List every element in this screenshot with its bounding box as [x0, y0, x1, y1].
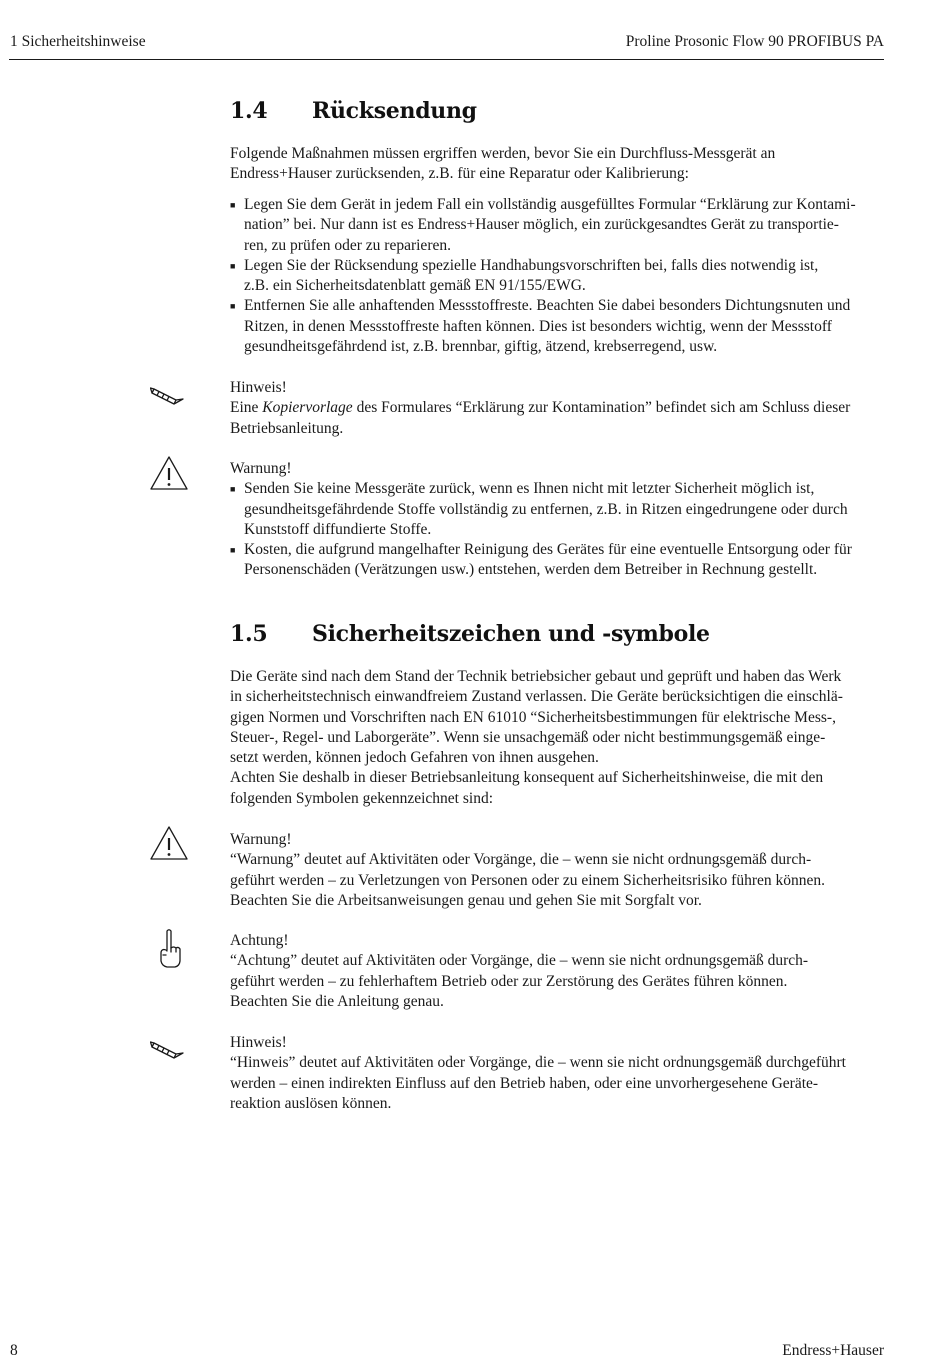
symbol-warning-block — [230, 830, 886, 911]
paragraph-line: Betriebsanleitung. — [230, 419, 344, 437]
paragraph-line: Achten Sie deshalb in dieser Betriebsanleitung konsequent auf Sicherheitshinweise, die mit den — [230, 769, 824, 787]
list-item-line: nation” bei. Nur dann ist es Endress+Hauser möglich, ein zurückgesandtes Gerät zu transportie- — [244, 216, 839, 234]
list-item-line: ren, zu prüfen oder zu reparieren. — [244, 236, 451, 254]
footer-brand: Endress+Hauser — [782, 1342, 884, 1359]
caution-title: Achtung! — [230, 932, 289, 949]
warning-title: Warnung! — [230, 460, 292, 477]
paragraph-line: gigen Normen und Vorschriften nach EN 61010 “Sicherheitsbestimmungen für elektrische Mess-, — [230, 708, 836, 726]
list-item-line: gesundheitsgefährdend ist, z.B. brennbar, giftig, ätzend, krebserregend, usw. — [244, 338, 718, 356]
list-item — [230, 479, 886, 540]
note-title: Hinweis! — [230, 379, 287, 396]
paragraph-line: Endress+Hauser zurücksenden, z.B. für eine Reparatur oder Kalibrierung: — [230, 165, 689, 183]
paragraph-line: Beachten Sie die Anleitung genau. — [230, 992, 444, 1010]
paragraph-line: Die Geräte sind nach dem Stand der Technik betriebsicher gebaut und geprüft und haben das Werk — [230, 668, 842, 685]
warning-triangle-icon — [149, 825, 189, 861]
header-divider — [9, 59, 884, 60]
symbol-note-block — [230, 1033, 886, 1114]
list-item — [230, 296, 886, 357]
raised-finger-hand-icon — [158, 928, 182, 970]
symbols-intro — [230, 667, 886, 809]
list-item-line: Kunststoff diffundierte Stoffe. — [244, 520, 432, 538]
paragraph-line: in sicherheitstechnisch einwandfreiem Zustand verlassen. Die Geräte berücksichtigen die einschlä- — [230, 688, 843, 706]
returns-note — [230, 378, 886, 439]
paragraph-line: setzt werden, können jedoch Gefahren von ihnen ausgehen. — [230, 749, 599, 767]
pencil-icon — [150, 1037, 186, 1059]
returns-warning — [230, 459, 886, 581]
text-run-italic: Kopiervorlage — [262, 399, 353, 417]
pencil-icon — [150, 383, 186, 405]
paragraph-line: “Hinweis” deutet auf Aktivitäten oder Vorgänge, die – wenn sie nicht ordnungsgemäß durchgeführt — [230, 1054, 846, 1072]
text-run: Eine — [230, 399, 263, 417]
warning-triangle-icon — [149, 455, 189, 491]
list-item — [230, 256, 886, 297]
list-item-line: gesundheitsgefährdende Stoffe vollständig zu entfernen, z.B. in Ritzen eingedrungene oder durch — [244, 500, 848, 518]
paragraph-line: geführt werden – zu fehlerhaftem Betrieb oder zur Zerstörung des Gerätes führen können. — [230, 972, 788, 990]
paragraph-line: “Warnung” deutet auf Aktivitäten oder Vorgänge, die – wenn sie nicht ordnungsgemäß durch- — [230, 851, 812, 869]
paragraph-line: reaktion auslösen können. — [230, 1094, 392, 1112]
section-heading-1-5 — [230, 620, 710, 648]
list-item-line: Personenschäden (Verätzungen usw.) entstehen, werden dem Betreiber in Rechnung gestellt. — [244, 561, 818, 579]
text-run: des Formulares “Erklärung zur Kontamination” befindet sich am Schluss dieser — [352, 399, 851, 417]
list-item-line: ■ Legen Sie dem Gerät in jedem Fall ein vollständig ausgefülltes Formular “Erklärung zur Kontami- — [244, 196, 856, 213]
paragraph-line: folgenden Symbolen gekennzeichnet sind: — [230, 789, 494, 807]
section-title: Rücksendung — [312, 98, 477, 124]
paragraph-line: Folgende Maßnahmen müssen ergriffen werden, bevor Sie ein Durchfluss-Messgerät an — [230, 145, 776, 162]
paragraph-line — [230, 398, 886, 418]
header-chapter: 1 Sicherheitshinweise — [10, 33, 146, 50]
returns-intro — [230, 144, 886, 185]
paragraph-line: Steuer-, Regel- und Laborgeräte”. Wenn sie unsachgemäß oder nicht bestimmungsgemäß einge- — [230, 728, 826, 746]
section-number: 1.5 — [230, 621, 268, 647]
returns-bullet-list — [230, 195, 886, 357]
paragraph-line: geführt werden – zu Verletzungen von Personen oder zu einem Sicherheitsrisiko führen können. — [230, 871, 825, 889]
symbol-caution-block — [230, 931, 886, 1012]
list-item-line: Ritzen, in denen Messstoffreste haften können. Dies ist besonders wichtig, wenn der Messstoff — [244, 317, 832, 335]
list-item-line: ■ Kosten, die aufgrund mangelhafter Reinigung des Gerätes für eine eventuelle Entsorgung oder für — [244, 541, 852, 559]
section-title: Sicherheitszeichen und -symbole — [312, 621, 710, 647]
list-item-line: z.B. ein Sicherheitsdatenblatt gemäß EN 91/155/EWG. — [244, 277, 586, 295]
note-title: Hinweis! — [230, 1034, 287, 1051]
section-number: 1.4 — [230, 98, 268, 124]
section-heading-1-4 — [230, 97, 477, 125]
list-item-line: ■ Entfernen Sie alle anhaftenden Messstoffreste. Beachten Sie dabei besonders Dichtungsnuten und — [244, 297, 851, 315]
list-item — [230, 540, 886, 581]
list-item — [230, 195, 886, 256]
list-item-line: ■ Senden Sie keine Messgeräte zurück, wenn es Ihnen nicht mit letzter Sicherheit möglich ist, — [244, 480, 815, 498]
header-product-title: Proline Prosonic Flow 90 PROFIBUS PA — [625, 33, 884, 50]
warning-title: Warnung! — [230, 831, 292, 848]
page-number: 8 — [10, 1342, 18, 1359]
paragraph-line: werden – einen indirekten Einfluss auf den Betrieb haben, oder eine unvorhergesehene Geräte- — [230, 1074, 819, 1092]
paragraph-line: “Achtung” deutet auf Aktivitäten oder Vorgänge, die – wenn sie nicht ordnungsgemäß durch- — [230, 952, 809, 970]
paragraph-line: Beachten Sie die Arbeitsanweisungen genau und gehen Sie mit Sorgfalt vor. — [230, 891, 702, 909]
list-item-line: ■ Legen Sie der Rücksendung spezielle Handhabungsvorschriften bei, falls dies notwendig ist, — [244, 256, 819, 274]
